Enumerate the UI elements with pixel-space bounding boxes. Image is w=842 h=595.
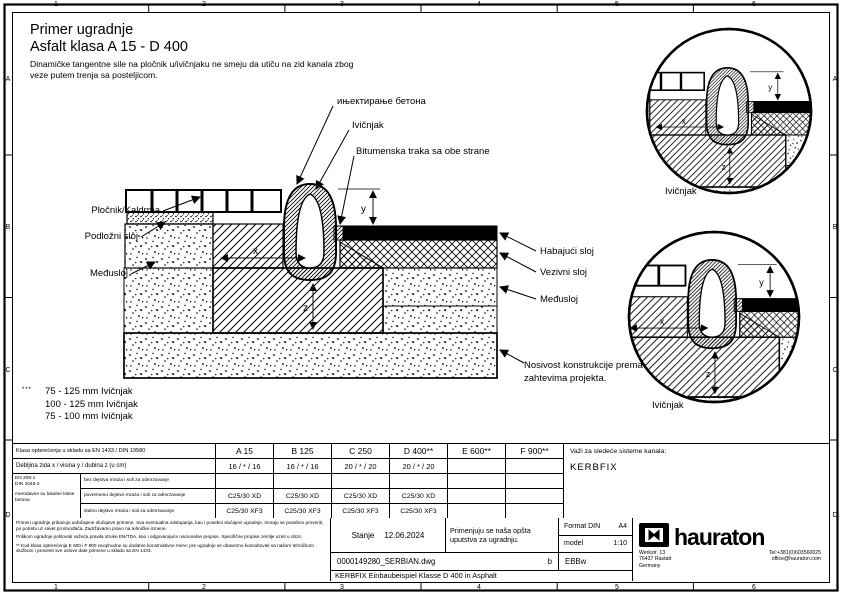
systems-value: KERBFIX [570,462,618,473]
dimension-value: 20 / * / 20 [332,459,390,474]
load-class-column: F 900** [506,444,564,459]
concrete-value: C25/30 XD [216,489,274,504]
callout-concrete-injection: ињектирање бетона [337,96,426,107]
scale-value: 1:10 [613,540,627,548]
dim-z-label: z [303,303,308,314]
load-class-column: B 125 [274,444,332,459]
footnote-line: 75 - 100 mm Ivičnjak [45,411,133,422]
dim-y-label: y [361,204,366,215]
concrete-value [390,474,448,489]
brand-logo-row [633,518,770,550]
callout-pavement: Pločnik/Kaldrma [91,205,160,216]
dimension-y [338,189,380,226]
frame-col-label: 1 [54,1,58,8]
frame-row-label: C [5,367,11,374]
callout-kerb: Ivičnjak [352,120,384,131]
status-cell [331,518,446,553]
concrete-value [506,489,564,504]
hauraton-logo-icon [639,523,669,547]
concrete-value [506,504,564,519]
page-subtitle: Asfalt klasa A 15 - D 400 [30,39,188,55]
asphalt-layers [334,226,497,268]
concrete-row-label: bez dejstva mraza i soli za odmrzavanje [81,474,216,489]
concrete-value [448,489,506,504]
detail-top-label: Ivičnjak [665,186,697,197]
dimension-value: 16 / * / 16 [274,459,332,474]
load-class-column: A 15 [216,444,274,459]
frame-row-label: C [832,367,838,374]
frame-col-label: 4 [477,584,481,591]
detail-circle-bottom [541,232,842,438]
brand-email: office@hauraton.com [771,556,821,563]
frame-row-label: A [832,76,838,83]
brand-address-row [633,547,829,569]
concrete-value: C25/30 XF3 [216,504,274,519]
bedding-layer [125,212,213,268]
concrete-value [448,474,506,489]
load-class-column: E 600** [448,444,506,459]
dimension-value [448,459,506,474]
frame-col-label: 2 [202,1,206,8]
frame-row-label: D [5,512,11,519]
page-title: Primer ugradnje [30,22,134,38]
callout-binder-course: Vezivni sloj [540,267,587,278]
load-class-column: C 250 [332,444,390,459]
concrete-value: C25/30 XF3 [332,504,390,519]
dimension-value: 20 / * / 20 [390,459,448,474]
concrete-standard-cell [13,474,81,519]
status-label: Stanje [351,530,375,540]
callout-bedding-layer: Podložni sloj [84,231,138,242]
format-value: A4 [618,522,627,530]
frame-col-label: 3 [340,584,344,591]
footnote-marker: *** [22,387,33,393]
callout-wearing-course: Habajući sloj [540,246,594,257]
frame-row-label: A [5,76,11,83]
concrete-value [274,474,332,489]
frame-col-label: 5 [615,584,619,591]
revision: b [547,556,552,566]
status-date: 12.06.2024 [384,530,425,540]
concrete-value: C25/30 XF3 [274,504,332,519]
dim-x-label: x [253,246,258,257]
standard-line: DIN 1045-2 [15,481,40,487]
concrete-row-label: stalno dejstvo mraza i soli za odmrzavanje [81,504,216,519]
callout-bitumen-tape: Bitumenska traka sa obe strane [356,146,490,157]
frame-col-label: 6 [752,584,756,591]
load-class-column: D 400** [390,444,448,459]
callout-bearing-structure: Nosivost konstrukcije prema zahtevima projekta. [524,360,643,384]
brand-contact [769,550,821,569]
concrete-value [332,474,390,489]
fine-print [13,518,331,581]
dimension-row-label: Debljina zida x / visina y / dubina z (u cm) [13,459,216,474]
frame-row-label: B [832,224,838,231]
scale-cell [559,536,633,554]
code-cell: EBBw [559,553,633,571]
standard-note: merodavne su lokalne klase betona [15,492,75,503]
concrete-value: C25/30 XD [274,489,332,504]
scale-label: model [564,540,584,548]
cross-section [124,184,497,378]
brand-name: hauraton [674,524,765,550]
file-name: 0000149280_SERBIAN.dwg [337,556,436,566]
frame-col-label: 6 [752,1,756,8]
load-class-label: Klasa opterećenja u skladu sa EN 1433 / DIN 19580 [13,444,216,459]
frame-row-label: D [832,512,838,519]
brand-phone: Tel:+381(0)603560025 [768,550,821,556]
concrete-value: C25/30 XD [390,489,448,504]
callout-intermediate-layer-right: Međusloj [540,294,579,305]
concrete-value: C25/30 XD [332,489,390,504]
drawing-title-cell: KERBFIX Einbaubeispiel Klasse D 400 in Asphalt [331,571,633,582]
kerb-unit [284,184,336,280]
systems-label: Važi za sledeće sisteme kanala: [570,448,667,455]
fine-print-paragraph: Prilikom ugradnje poštovati važeća pravila struke EN/TDA, kao i odgovarajuće nacionalne propise. Specifične propise zemlje uzeti u obzir. [16,534,303,540]
detail-circle-top [579,29,842,223]
concrete-value [216,474,274,489]
footnote-line: 100 - 125 mm Ivičnjak [45,398,138,410]
footnote-lines [45,386,138,424]
frame-col-label: 3 [340,1,344,8]
fine-print-paragraph: Primeri ugradnje prikazuju uobičajene slučajeve primene. Sva eventualna odstupanja, kao i posebni slučajevi ugradnje, moraju se posebno proveriti, po potrebi uz savet proizvođača. Zadržavamo pravo na tehničke izmene. [16,520,324,531]
intermediate-layers-right [383,268,497,333]
brand-address: Werkstr. 13 76437 Rastatt Germany [639,550,672,569]
concrete-row-label: povremeno dejstvo mraza i soli za odmrzavanje [81,489,216,504]
brand-block [633,518,829,581]
frame-col-label: 1 [54,584,58,591]
concrete-value: C25/30 XF3 [390,504,448,519]
load-class-table [12,443,830,518]
title-block [12,518,830,583]
format-cell [559,518,633,536]
format-label: Format DIN [564,522,601,530]
frame-col-label: 5 [615,1,619,8]
footnote-line: 75 - 125 mm Ivičnjak [45,386,133,397]
callout-intermediate-layer-left: Međusloj [89,268,128,279]
concrete-value [506,474,564,489]
filename-cell [331,553,559,571]
header-note: Dinamičke tangentne sile na pločnik u/ivičnjaku ne smeju da utiču na zid kanala zbog veze putem trenja sa posteljicom. [30,59,354,80]
frame-col-label: 2 [202,584,206,591]
concrete-value [448,504,506,519]
frame-col-label: 4 [477,1,481,8]
dimension-value: 16 / * / 16 [216,459,274,474]
detail-bottom-label: Ivičnjak [652,400,684,411]
systems-panel [564,444,829,519]
dimension-value [506,459,564,474]
standard-line: EN 206-1 [15,476,36,481]
frame-row-label: B [5,224,11,231]
instruction-cell: Primenjuju se naša opšta uputstva za ugradnju. [446,518,559,553]
fine-print-paragraph: ** Kod klasa opterećenja E 600 i F 900 neophodne su dodatne konstruktivne mere; pre ugradnje se obavezno konsultovati sa našom tehničkom službom i proveriti sve uslove date primene u skladu sa EN 1433. [16,542,314,554]
